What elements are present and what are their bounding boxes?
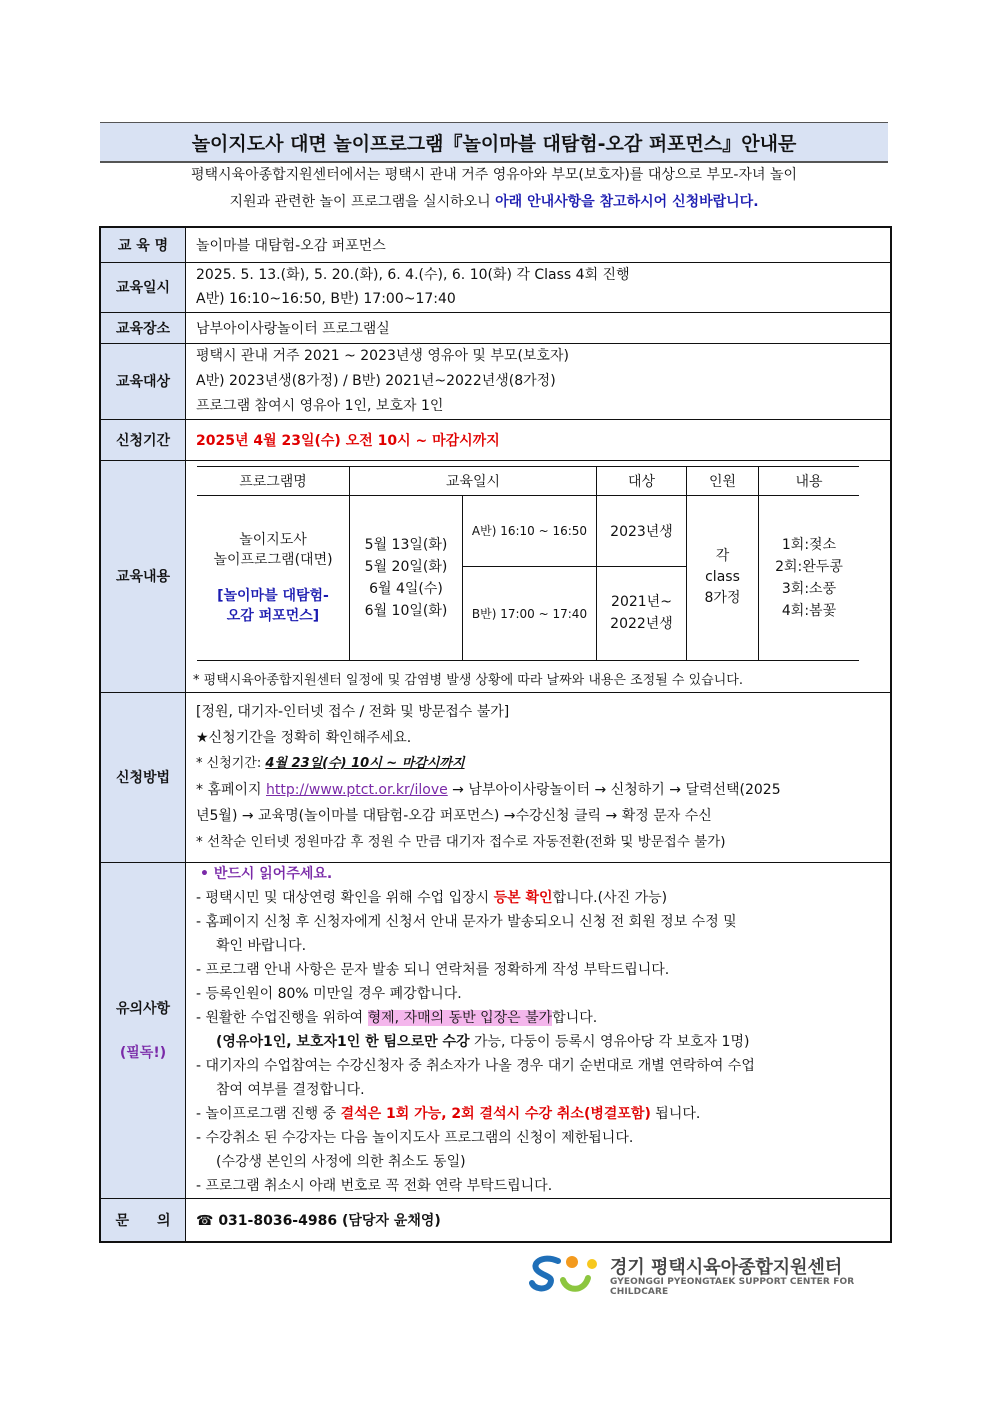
page-title: 놀이지도사 대면 놀이프로그램『놀이마블 대탐험-오감 퍼포먼스』안내문: [100, 122, 888, 163]
notice-1-emphasis: 등본 확인: [493, 889, 553, 906]
row-method: [100, 692, 891, 862]
header-date: 교육일시: [350, 466, 597, 495]
row-program-name: [100, 227, 891, 262]
target-a: 2023년생: [597, 495, 687, 566]
notice-1-post: 합니다.(사진 가능): [552, 889, 668, 906]
row-notice: [100, 862, 891, 1198]
row-contact: [100, 1198, 891, 1242]
row-place: [100, 312, 891, 343]
count-cell: [687, 495, 759, 660]
value-contact: ☎ 031-8036-4986 (담당자 윤채영): [186, 1198, 892, 1242]
value-program-name: 놀이마블 대탐험-오감 퍼포먼스: [186, 227, 892, 262]
method-line-3-pre: * 신청기간:: [196, 756, 266, 771]
label-notice-must-read: (필독!): [119, 1045, 167, 1061]
method-line-5: 년5월) → 교육명(놀이마블 대탐험-오감 퍼포먼스) →수강신청 클릭 → 확정 문자 수신: [196, 808, 712, 824]
notice-6-post: 가능, 다둥이 등록시 영유아당 각 보호자 1명): [469, 1033, 750, 1050]
label-program-name: 교 육 명: [100, 227, 186, 262]
notice-8-post: 됩니다.: [650, 1105, 701, 1122]
count-line-3: 8가정: [704, 590, 741, 606]
target-b: [597, 566, 687, 660]
session-4: 4회:봄꽃: [781, 602, 837, 619]
value-place: 남부아이사랑놀이터 프로그램실: [186, 312, 892, 343]
notice-7a: - 대기자의 수업참여는 수강신청자 중 취소자가 나올 경우 대기 순번대로 개별 연락하여 수업: [196, 1057, 755, 1074]
notice-8: [196, 1102, 880, 1126]
method-line-3-emphasis: 4월 23일(수) 10시 ~ 마감시까지: [265, 756, 465, 771]
method-line-4: [196, 777, 880, 803]
dates-cell: [350, 495, 463, 660]
row-period: [100, 419, 891, 460]
label-date: 교육일시: [100, 262, 186, 312]
target-b-line-1: 2021년~: [611, 594, 672, 610]
session-3: 3회:소풍: [781, 580, 837, 597]
intro-line-2: [100, 189, 888, 216]
program-cell: [197, 495, 350, 660]
intro-line-2-emphasis: 아래 안내사항을 참고하시어 신청바랍니다.: [495, 194, 759, 210]
target-line-3: 프로그램 참여시 영유아 1인, 보호자 1인: [196, 397, 444, 414]
row-date: [100, 262, 891, 312]
target-line-2: A반) 2023년생(8가정) / B반) 2021년~2022년생(8가정): [196, 372, 556, 389]
label-method: 신청방법: [100, 692, 186, 862]
row-target: [100, 343, 891, 419]
program-line-2: 놀이프로그램(대면): [213, 551, 333, 568]
notice-2b: 확인 바랍니다.: [216, 937, 307, 954]
date-item-4: 6월 10일(화): [364, 602, 448, 619]
notice-7b: 참여 여부를 결정합니다.: [216, 1081, 365, 1098]
date-line-2: A반) 16:10~16:50, B반) 17:00~17:40: [196, 291, 456, 307]
label-content: 교육내용: [100, 460, 186, 692]
notice-9b: (수강생 본인의 사정에 의한 취소도 동일): [216, 1153, 466, 1170]
count-line-2: class: [705, 569, 740, 585]
value-period: 2025년 4월 23일(수) 오전 10시 ~ 마감시까지: [196, 432, 500, 449]
notice-head: • 반드시 읽어주세요.: [200, 865, 333, 882]
label-notice: 유의사항: [115, 1001, 171, 1017]
program-sub-1: [놀이마블 대탐험-: [217, 587, 329, 604]
label-contact: 문 의: [100, 1198, 186, 1242]
notice-8-pre: - 놀이프로그램 진행 중: [196, 1105, 341, 1122]
intro-line-1: 평택시육아종합지원센터에서는 평택시 관내 거주 영유아와 부모(보호자)를 대상으로 부모-자녀 놀이: [190, 167, 798, 183]
homepage-link[interactable]: http://www.ptct.or.kr/ilove: [266, 782, 448, 798]
method-line-4-post: → 남부아이사랑놀이터 → 신청하기 → 달력선택(2025: [447, 782, 781, 798]
info-table: [99, 226, 892, 1243]
notice-6-bold: (영유아1인, 보호자1인 한 팀으로만 수강: [216, 1033, 470, 1050]
time-b: B반) 17:00 ~ 17:40: [463, 566, 597, 660]
notice-5-post: 합니다.: [552, 1009, 598, 1026]
notice-1: [196, 886, 880, 910]
session-1: 1회:젖소: [781, 536, 837, 553]
date-line-1: 2025. 5. 13.(화), 5. 20.(화), 6. 4.(수), 6. 10(화) 각 Class 4회 진행: [196, 267, 630, 283]
program-line-1: 놀이지도사: [239, 531, 307, 548]
label-period: 신청기간: [100, 419, 186, 460]
notice-1-pre: - 평택시민 및 대상연령 확인을 위해 수업 입장시: [196, 889, 494, 906]
center-name-ko: 경기 평택시육아종합지원센터: [610, 1257, 843, 1278]
session-2: 2회:완두콩: [775, 558, 843, 575]
label-notice-cell: [100, 862, 186, 1198]
center-name-en: GYEONGGI PYEONGTAEK SUPPORT CENTER FOR CHILDCARE: [610, 1277, 855, 1297]
header-target: 대상: [597, 466, 687, 495]
date-item-1: 5월 13일(화): [364, 536, 448, 553]
target-line-1: 평택시 관내 거주 2021 ~ 2023년생 영유아 및 부모(보호자): [196, 347, 569, 364]
intro-text: [100, 162, 888, 216]
count-line-1: 각: [715, 548, 730, 564]
date-item-3: 6월 4일(수): [369, 580, 443, 597]
schedule-table: [197, 466, 859, 661]
notice-5: [196, 1006, 880, 1030]
method-line-1: [정원, 대기자-인터넷 접수 / 전화 및 방문접수 불가]: [196, 704, 510, 720]
notice-2a: - 홈페이지 신청 후 신청자에게 신청서 안내 문자가 발송되오니 신청 전 회원 정보 수정 및: [196, 913, 737, 930]
schedule-header-row: [197, 466, 859, 495]
header-content: 내용: [759, 466, 860, 495]
label-target: 교육대상: [100, 343, 186, 419]
notice-8-emphasis: 결석은 1회 가능, 2회 결석시 수강 취소(병결포함): [340, 1105, 651, 1122]
header-count: 인원: [687, 466, 759, 495]
sessions-cell: [759, 495, 860, 660]
method-line-2: ★신청기간을 정확히 확인해주세요.: [196, 730, 412, 746]
schedule-row-a: [197, 495, 859, 566]
notice-4: - 등록인원이 80% 미만일 경우 폐강합니다.: [196, 985, 462, 1002]
notice-5-highlight: 형제, 자매의 동반 입장은 불가: [367, 1009, 553, 1026]
method-line-6: * 선착순 인터넷 정원마감 후 정원 수 만큼 대기자 접수로 자동전환(전화 및 방문접수 불가): [196, 834, 726, 850]
header-program: 프로그램명: [197, 466, 350, 495]
time-a: A반) 16:10 ~ 16:50: [463, 495, 597, 566]
program-sub-2: 오감 퍼포먼스]: [226, 607, 320, 624]
date-item-2: 5월 20일(화): [364, 558, 448, 575]
target-b-line-2: 2022년생: [610, 616, 673, 632]
intro-line-2-plain: 지원과 관련한 놀이 프로그램을 실시하오니: [229, 194, 496, 210]
row-content: [100, 460, 891, 692]
method-line-4-pre: * 홈페이지: [196, 782, 266, 798]
notice-3: - 프로그램 안내 사항은 문자 발송 되니 연락처를 정확하게 작성 부탁드립니다.: [196, 961, 670, 978]
method-line-3: [196, 751, 880, 777]
notice-9a: - 수강취소 된 수강자는 다음 놀이지도사 프로그램의 신청이 제한됩니다.: [196, 1129, 634, 1146]
notice-10: - 프로그램 취소시 아래 번호로 꼭 전화 연락 부탁드립니다.: [196, 1177, 553, 1194]
label-place: 교육장소: [100, 312, 186, 343]
center-logo: [528, 1252, 888, 1297]
center-logo-icon: [528, 1252, 608, 1294]
notice-5-pre: - 원활한 수업진행을 위하여: [196, 1009, 368, 1026]
notice-6: [196, 1030, 880, 1054]
content-note: * 평택시육아종합지원센터 일정에 및 감염병 발생 상황에 따라 날짜와 내용은 조정될 수 있습니다.: [193, 672, 743, 688]
